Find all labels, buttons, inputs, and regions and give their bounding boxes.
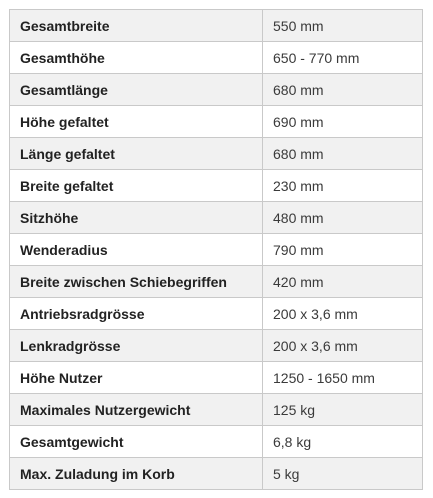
row-value: 6,8 kg	[263, 426, 423, 458]
spec-table	[9, 9, 423, 490]
table-row	[10, 106, 423, 138]
row-label: Lenkradgrösse	[10, 330, 263, 362]
row-label: Breite gefaltet	[10, 170, 263, 202]
row-label: Maximales Nutzergewicht	[10, 394, 263, 426]
row-label: Wenderadius	[10, 234, 263, 266]
row-value: 680 mm	[263, 74, 423, 106]
row-value: 790 mm	[263, 234, 423, 266]
table-row	[10, 362, 423, 394]
table-row	[10, 266, 423, 298]
row-label: Gesamtgewicht	[10, 426, 263, 458]
row-value: 200 x 3,6 mm	[263, 330, 423, 362]
row-label: Höhe Nutzer	[10, 362, 263, 394]
table-row	[10, 330, 423, 362]
row-value: 5 kg	[263, 458, 423, 490]
row-value: 125 kg	[263, 394, 423, 426]
table-row	[10, 298, 423, 330]
table-row	[10, 170, 423, 202]
row-label: Gesamtlänge	[10, 74, 263, 106]
table-row	[10, 74, 423, 106]
row-value: 690 mm	[263, 106, 423, 138]
row-value: 230 mm	[263, 170, 423, 202]
row-value: 480 mm	[263, 202, 423, 234]
table-row	[10, 426, 423, 458]
row-value: 200 x 3,6 mm	[263, 298, 423, 330]
row-value: 420 mm	[263, 266, 423, 298]
table-row	[10, 202, 423, 234]
spec-table-body	[10, 10, 423, 490]
row-value: 650 - 770 mm	[263, 42, 423, 74]
row-label: Sitzhöhe	[10, 202, 263, 234]
table-row	[10, 458, 423, 490]
table-row	[10, 138, 423, 170]
row-value: 1250 - 1650 mm	[263, 362, 423, 394]
table-row	[10, 394, 423, 426]
row-label: Breite zwischen Schiebegriffen	[10, 266, 263, 298]
row-value: 550 mm	[263, 10, 423, 42]
row-label: Antriebsradgrösse	[10, 298, 263, 330]
row-label: Höhe gefaltet	[10, 106, 263, 138]
row-value: 680 mm	[263, 138, 423, 170]
row-label: Gesamtbreite	[10, 10, 263, 42]
table-row	[10, 42, 423, 74]
table-row	[10, 10, 423, 42]
table-row	[10, 234, 423, 266]
row-label: Max. Zuladung im Korb	[10, 458, 263, 490]
row-label: Gesamthöhe	[10, 42, 263, 74]
row-label: Länge gefaltet	[10, 138, 263, 170]
